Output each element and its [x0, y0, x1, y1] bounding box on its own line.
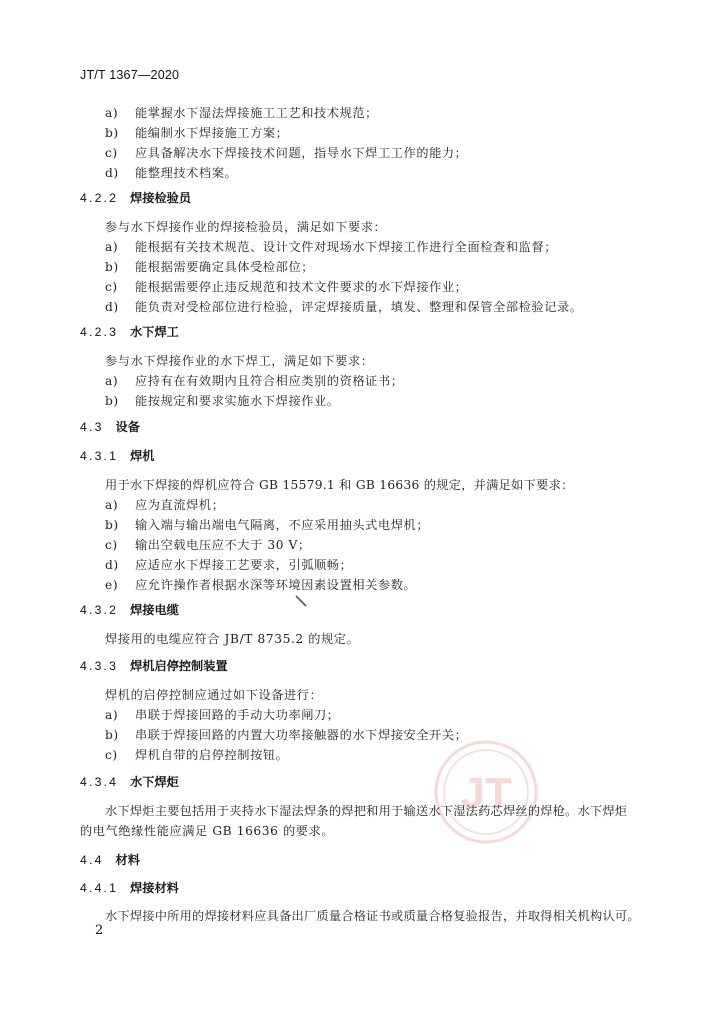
section-heading-4-2-3 [80, 323, 179, 340]
list-item [105, 726, 467, 743]
list-item [105, 556, 352, 573]
list-item-text: 能根据需要确定具体受检部位； [135, 260, 315, 274]
list-item-text: 输出空载电压应不大于 30 V； [135, 538, 311, 552]
list-item [105, 372, 404, 389]
list-item-text: 应适应水下焊接工艺要求，引弧顺畅； [135, 558, 353, 572]
paragraph: 用于水下焊接的焊机应符合 GB 15579.1 和 GB 16636 的规定，并满足如下要求： [105, 478, 574, 492]
list-item-text: 应允许操作者根据水深等环境因素设置相关参数。 [135, 578, 417, 592]
list-item-text: 能根据需要停止违反规范和技术文件要求的水下焊接作业； [135, 280, 468, 294]
list-item-label: a) [105, 374, 119, 388]
section-title: 水下焊工 [130, 325, 179, 339]
list-item [105, 298, 583, 315]
list-item-label: a) [105, 240, 119, 254]
list-item-label: c) [105, 538, 118, 552]
list-item-text: 输入端与输出端电气隔离，不应采用抽头式电焊机； [135, 518, 430, 532]
list-item [105, 164, 237, 181]
list-item-text: 应持有在有效期内且符合相应类别的资格证书； [135, 374, 404, 388]
list-item [105, 258, 314, 275]
paragraph: 焊接用的电缆应符合 JB/T 8735.2 的规定。 [105, 632, 360, 646]
watermark-text: JT [460, 769, 512, 818]
list-item [105, 496, 225, 513]
section-heading-4-4 [80, 851, 140, 868]
list-item-text: 焊机自带的启停控制按钮。 [135, 748, 289, 762]
section-heading-4-2-2 [80, 189, 191, 206]
list-item-label: c) [105, 748, 118, 762]
list-item-label: c) [105, 280, 118, 294]
section-number: 4.3.3 [80, 659, 119, 673]
list-item-text: 应具备解决水下焊接技术问题，指导水下焊工工作的能力； [135, 146, 468, 160]
section-heading-4-3-4 [80, 773, 179, 790]
paragraph: 参与水下焊接作业的焊接检验员，满足如下要求： [105, 220, 387, 234]
list-item [105, 576, 416, 593]
section-title: 焊接检验员 [130, 191, 192, 205]
section-title: 焊机启停控制装置 [130, 659, 228, 673]
list-item-label: b) [105, 260, 119, 274]
list-item-text: 能整理技术档案。 [135, 166, 238, 180]
list-item-label: b) [105, 126, 119, 140]
section-title: 设备 [115, 420, 140, 434]
list-item [105, 392, 340, 409]
paragraph: 参与水下焊接作业的水下焊工，满足如下要求： [105, 354, 374, 368]
list-item-label: a) [105, 708, 119, 722]
list-item-label: b) [105, 518, 119, 532]
section-title: 材料 [115, 853, 140, 867]
list-item-label: d) [105, 558, 119, 572]
list-item-label: b) [105, 728, 119, 742]
list-item-text: 应为直流焊机； [135, 498, 225, 512]
paragraph-line: 的电气绝缘性能应满足 GB 16636 的要求。 [80, 824, 335, 838]
jt-watermark-stamp [432, 738, 540, 846]
paragraph-line: 水下焊炬主要包括用于夹持水下湿法焊条的焊把和用于输送水下湿法药芯焊丝的焊枪。水下焊炬 [105, 804, 628, 818]
section-title: 焊接材料 [130, 881, 179, 895]
list-item-label: c) [105, 146, 118, 160]
list-item-label: e) [105, 578, 119, 592]
list-item-label: d) [105, 300, 119, 314]
section-heading-4-3-1 [80, 447, 154, 464]
section-number: 4.4 [80, 853, 104, 867]
section-title: 焊接电缆 [130, 603, 179, 617]
paragraph: 焊机的启停控制应通过如下设备进行： [105, 688, 323, 702]
paragraph: 水下焊接中所用的焊接材料应具备出厂质量合格证书或质量合格复验报告，并取得相关机构认可。 [105, 909, 640, 923]
section-number: 4.2.2 [80, 191, 119, 205]
list-item-label: a) [105, 106, 119, 120]
section-number: 4.2.3 [80, 325, 119, 339]
list-item [105, 516, 429, 533]
list-item [105, 104, 378, 121]
list-item-label: d) [105, 166, 119, 180]
section-heading-4-3-2 [80, 601, 179, 618]
section-heading-4-4-1 [80, 879, 179, 896]
section-number: 4.3 [80, 420, 104, 434]
list-item-text: 串联于焊接回路的内置大功率接触器的水下焊接安全开关； [135, 728, 468, 742]
list-item-text: 能根据有关技术规范、设计文件对现场水下焊接工作进行全面检查和监督； [135, 240, 557, 254]
list-item-text: 能按规定和要求实施水下焊接作业。 [135, 394, 340, 408]
list-item [105, 124, 288, 141]
list-item-text: 能编制水下焊接施工方案； [135, 126, 289, 140]
list-item-text: 能掌握水下湿法焊接施工工艺和技术规范； [135, 106, 378, 120]
section-number: 4.3.4 [80, 775, 119, 789]
list-item-label: a) [105, 498, 119, 512]
section-heading-4-3-3 [80, 657, 228, 674]
section-number: 4.4.1 [80, 881, 119, 895]
standard-code-header: JT/T 1367—2020 [80, 68, 180, 82]
section-title: 焊机 [130, 449, 155, 463]
list-item-label: b) [105, 394, 119, 408]
list-item [105, 238, 557, 255]
list-item [105, 706, 340, 723]
stray-pen-mark [295, 595, 307, 607]
list-item-text: 能负责对受检部位进行检验，评定焊接质量，填发、整理和保管全部检验记录。 [135, 300, 583, 314]
list-item [105, 536, 311, 553]
list-item [105, 278, 467, 295]
list-item-text: 串联于焊接回路的手动大功率闸刀； [135, 708, 340, 722]
section-number: 4.3.1 [80, 449, 119, 463]
section-title: 水下焊炬 [130, 775, 179, 789]
section-number: 4.3.2 [80, 603, 119, 617]
page-number: 2 [95, 923, 104, 938]
list-item [105, 746, 288, 763]
section-heading-4-3 [80, 418, 140, 435]
list-item [105, 144, 467, 161]
